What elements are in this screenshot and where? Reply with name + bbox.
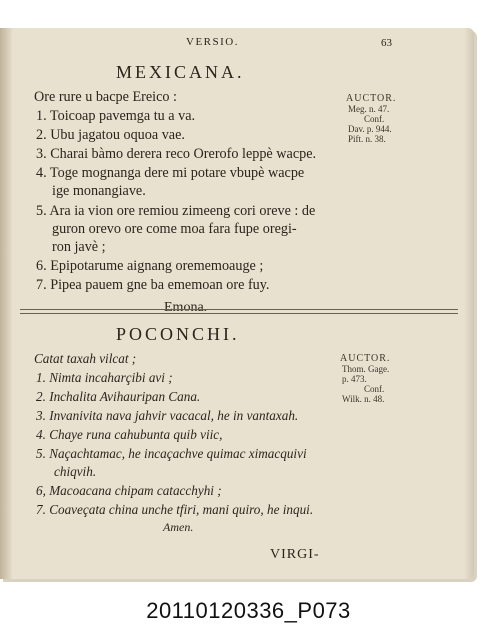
mexicana-line: 5. Ara ia vion ore remiou zimeeng cori oreve : de — [36, 203, 316, 219]
side-note-heading: AUCTOR. — [340, 353, 391, 364]
mexicana-intro: Ore rure u bacpe Ereico : — [34, 89, 177, 105]
poconchi-amen: Amen. — [163, 520, 194, 534]
side-note-ref: Conf. — [364, 114, 385, 124]
mexicana-line: 4. Toge mognanga dere mi potare vbupè wacpe — [36, 165, 305, 181]
mexicana-line: ron javè ; — [52, 239, 106, 255]
catchword: VIRGI- — [270, 547, 320, 562]
poconchi-line: 4. Chaye runa cahubunta quib viic, — [36, 427, 223, 442]
section-title-mexicana: MEXICANA. — [116, 62, 245, 82]
poconchi-intro: Catat taxah vilcat ; — [34, 351, 137, 366]
poconchi-line: 1. Nimta incaharçibi avi ; — [36, 370, 173, 385]
mexicana-line: 2. Ubu jagatou oquoa vae. — [36, 127, 185, 143]
poconchi-line: 5. Naçachtamac, he incaçachve quimac ximacquivi — [36, 446, 307, 461]
page-fore-edge — [464, 28, 474, 579]
side-note-ref: Pift. n. 38. — [348, 134, 386, 144]
side-note-ref: Conf. — [364, 384, 385, 394]
mexicana-line: 7. Pipea pauem gne ba ememoan ore fuy. — [36, 277, 270, 293]
section-divider — [20, 313, 458, 314]
book-page — [0, 28, 474, 579]
side-note-ref: Meg. n. 47. — [348, 104, 390, 114]
poconchi-line: 7. Coaveçata china unche tfiri, mani quiro, he inqui. — [36, 502, 314, 517]
poconchi-line: 2. Inchalita Avihauripan Cana. — [36, 389, 201, 404]
side-note-ref: Dav. p. 944. — [348, 124, 392, 134]
mexicana-side-note — [346, 94, 396, 144]
page-number: 63 — [381, 37, 392, 49]
mexicana-line: ige monangiave. — [52, 183, 146, 199]
side-note-ref: Thom. Gage. — [342, 364, 390, 374]
poconchi-side-note — [340, 354, 390, 404]
mexicana-amen: Emona. — [164, 300, 208, 315]
side-note-heading: AUCTOR. — [346, 93, 397, 104]
poconchi-line: chiqvih. — [54, 464, 97, 479]
mexicana-line: 6. Epipotarume aignang orememoauge ; — [36, 258, 264, 274]
mexicana-line: 3. Charai bàmo derera reco Orerofo leppè wacpe. — [36, 146, 317, 162]
image-caption: 20110120336_P073 — [146, 598, 351, 623]
section-divider — [20, 309, 458, 310]
mexicana-line: guron orevo ore come moa fara fupe oregi- — [52, 221, 297, 237]
poconchi-line: 6, Macoacana chipam catacchyhi ; — [36, 483, 222, 498]
section-title-poconchi: POCONCHI. — [116, 324, 240, 344]
poconchi-line: 3. Invanivita nava jahvir vacacal, he in vantaxah. — [36, 408, 299, 423]
side-note-ref: Wilk. n. 48. — [342, 394, 385, 404]
page-binding-shadow — [0, 28, 12, 579]
side-note-ref: p. 473. — [342, 374, 367, 384]
running-head: VERSIO. — [186, 36, 239, 48]
mexicana-line: 1. Toicoap pavemga tu a va. — [36, 108, 196, 124]
